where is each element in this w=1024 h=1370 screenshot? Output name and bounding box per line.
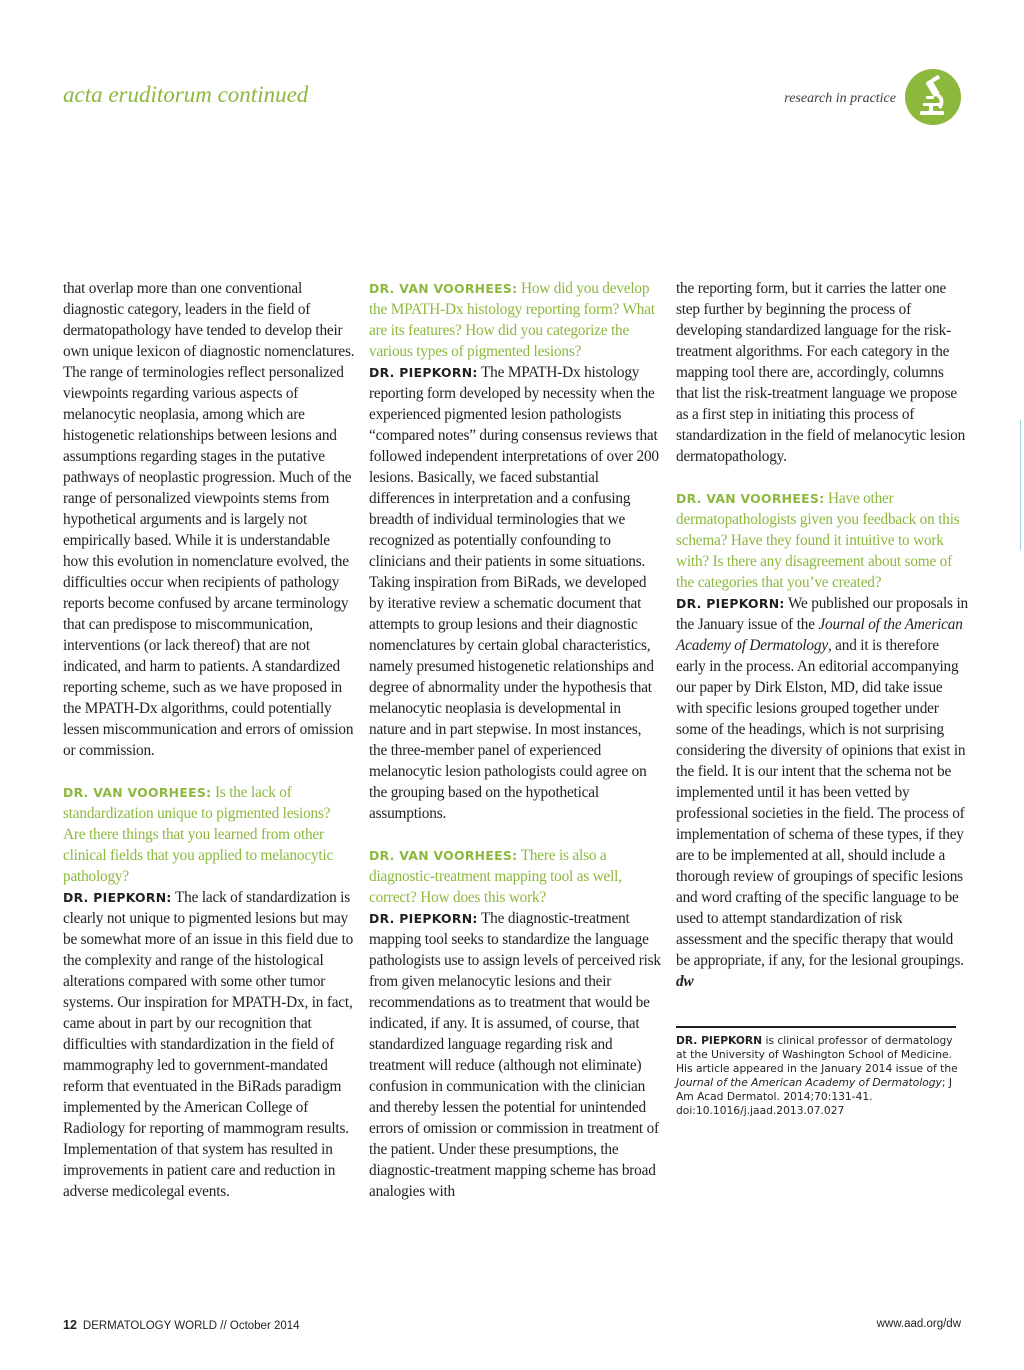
signoff-mark: dw xyxy=(676,973,694,990)
answer-text: We published our proposals in the January issue of the xyxy=(676,595,968,633)
paragraph: that overlap more than one conventional diagnostic category, leaders in the field of dermatopathology have tended to develop their own unique lexicon of diagnostic nomenclatures. The range of terminologies reflect personalized viewpoints regarding various aspects of melanocytic neoplasia, among which are histogenetic relationships between lesions and assumptions regarding stages in the putative pathways of neoplastic progression. Much of the range of personalized viewpoints stems from hypothetical arguments and is largely not empirically based. While it is understandable how this evolution in nomenclature evolved, the difficulties occur when recipients of pathology reports become confused by arcane terminology that can predispose to miscommunication, interventions (or lack thereof) that are not indicated, and harm to patients. A standardized reporting scheme, such as we have proposed in the MPATH-Dx algorithms, could potentially lessen miscommunication and errors of omission or commission. xyxy=(63,280,355,759)
speaker-label: DR. VAN VOORHEES: xyxy=(369,281,518,296)
bio-citation: ; J Am Acad Dermatol. 2014;70:131-41. doi:10.1016/j.jaad.2013.07.027 xyxy=(676,1076,953,1117)
answer xyxy=(369,362,661,824)
publication-name: DERMATOLOGY WORLD // October 2014 xyxy=(82,1320,300,1332)
question xyxy=(369,278,661,362)
page-edge-line xyxy=(1020,420,1021,550)
question xyxy=(63,782,355,887)
speaker-label: DR. VAN VOORHEES: xyxy=(676,491,825,506)
speaker-label: DR. PIEPKORN: xyxy=(63,890,172,905)
microscope-icon xyxy=(905,69,961,125)
answer-text: The diagnostic-treatment mapping tool seeks to standardize the language pathologists use to assign levels of perceived risk from given melanocytic lesions and their recommendations as to treatment that would be indicated, if any. It is assumed, of course, that standardized language regarding risk and treatment will reduce (although not eliminate) confusion in communication with the clinician and thereby lessen the potential for unintended errors of omission or commission in treatment of the patient. Under these presumptions, the diagnostic-treatment mapping scheme has broad analogies with xyxy=(369,910,661,1200)
speaker-label: DR. PIEPKORN: xyxy=(676,596,785,611)
author-bio xyxy=(676,1034,961,1118)
answer xyxy=(676,593,968,992)
section-title: acta eruditorum continued xyxy=(63,82,309,107)
bio-journal: Journal of the American Academy of Dermatology xyxy=(676,1076,942,1089)
paragraph: the reporting form, but it carries the latter one step further by beginning the process of developing standardized language for the risk-treatment algorithms. For each category in the mapping tool there are, accordingly, columns that list the risk-treatment language we propose as a first step in initiating this process of standardization in the field of melanocytic lesion dermatopathology. xyxy=(676,280,966,465)
answer-text: , and it is therefore early in the process. An editorial accompanying our paper by Dirk Elston, MD, did take issue with specific lesions grouped together under some of the headings, which is not surprising considering the diversity of opinions that exist in the field. It is our intent that the schema not be implemented until it has been vetted by professional societies in the field. The process of implementation of schema of these types, if they are to be implemented at all, should include a thorough review of groupings of specific lesions and word crafting of the specific language to be used to attempt standardization of risk assessment and the specific therapy that would be appropriate, if any, for the lesional groupings. xyxy=(676,637,966,969)
footer-left xyxy=(63,1318,300,1332)
speaker-label: DR. VAN VOORHEES: xyxy=(369,848,518,863)
column-1 xyxy=(63,278,355,1223)
answer xyxy=(63,887,355,1202)
question-text: How did you develop the MPATH-Dx histology reporting form? What are its features? How did you categorize the various types of pigmented lesions? xyxy=(369,280,655,360)
answer xyxy=(369,908,661,1202)
answer-text: The lack of standardization is clearly not unique to pigmented lesions but may be somewhat more of an issue in this field due to the complexity and range of the histological alterations compared with some other tumor systems. Our inspiration for MPATH-Dx, in fact, came about in part by our recognition that difficulties with standardization in the field of mammography led to government-mandated reform that eventuated in the BiRads paradigm implemented by the American College of Radiology for reporting of mammogram results. Implementation of that system has resulted in improvements in patient care and reduction in adverse medicolegal events. xyxy=(63,889,354,1200)
question-text: Have other dermatopathologists given you feedback on this schema? Have they found it intuitive to work with? Is there any disagreement about some of the categories that you’ve created? xyxy=(676,490,960,591)
section-label: research in practice xyxy=(784,91,896,106)
column-3 xyxy=(676,278,968,992)
bio-text: is clinical professor of dermatology at the University of Washington School of Medicine. His article appeared in the January 2014 issue of the xyxy=(676,1034,958,1075)
footer-url[interactable]: www.aad.org/dw xyxy=(876,1318,961,1330)
column-2 xyxy=(369,278,661,1202)
journal-title: Journal of the American Academy of Dermatology xyxy=(676,616,963,654)
speaker-label: DR. PIEPKORN: xyxy=(369,911,478,926)
bio-name: DR. PIEPKORN xyxy=(676,1034,763,1047)
question-text: Is the lack of standardization unique to pigmented lesions? Are there things that you learned from other clinical fields that you applied to melanocytic pathology? xyxy=(63,784,334,885)
answer-text: The MPATH-Dx histology reporting form developed by necessity when the experienced pigmented lesion pathologists “compared notes” during consensus reviews that followed independent interpretations of over 200 lesions. Basically, we faced substantial differences in interpretation and a confusing breadth of individual terminologies that we recognized as potentially confounding to clinicians and their patients in some situations. Taking inspiration from BiRads, we developed by iterative review a schematic document that attempts to group lesions and their diagnostic nomenclatures by certain global characteristics, namely presumed histogenetic relationships and degree of abnormality under the hypothesis that melanocytic neoplasia is developmental in nature and in part stepwise. In most instances, the three-member panel of experienced melanocytic lesion pathologists could agree on the grouping based on the hypothetical assumptions. xyxy=(369,364,659,822)
question-text: There is also a diagnostic-treatment mapping tool as well, correct? How does this work? xyxy=(369,847,622,906)
question xyxy=(676,488,968,593)
bio-divider xyxy=(676,1026,956,1028)
speaker-label: DR. PIEPKORN: xyxy=(369,365,478,380)
page-number: 12 xyxy=(63,1318,77,1332)
speaker-label: DR. VAN VOORHEES: xyxy=(63,785,212,800)
question xyxy=(369,845,661,908)
